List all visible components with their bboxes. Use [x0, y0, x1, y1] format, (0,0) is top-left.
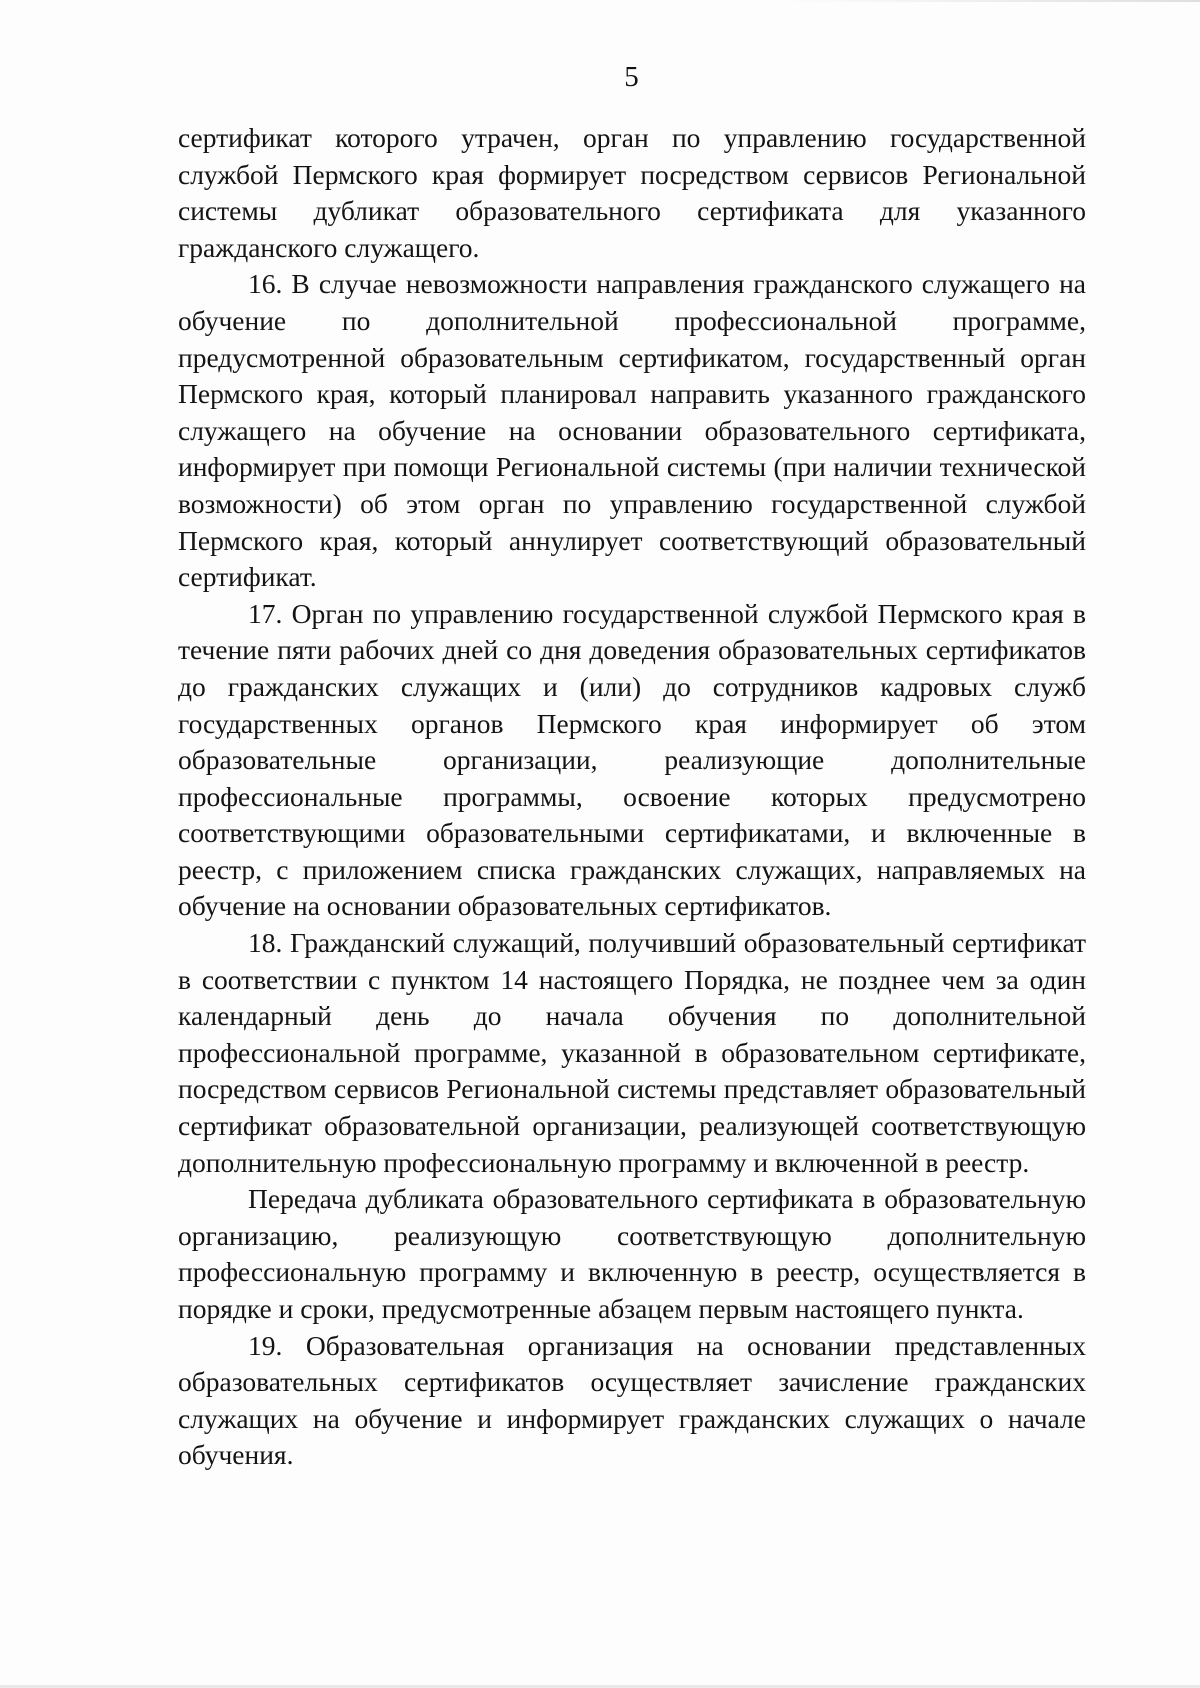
page-number: 5 [624, 61, 639, 93]
paragraph-item-19: 19. Образовательная организация на основании представленных образовательных сертификатов осуществляет зачисление гражданских служащих на обучение и информирует гражданских служащих о начале обучения. [178, 1329, 1086, 1471]
scan-edge-top [780, 0, 1200, 2]
document-body [178, 120, 1086, 1474]
paragraph-item-16: 16. В случае невозможности направления гражданского служащего на обучение по дополнительной профессиональной программе, предусмотренной образовательным сертификатом, государственный орган Пермского края, который планировал направить указанного гражданского служащего на обучение на основании образовательного сертификата, информирует при помощи Региональной системы (при наличии технической возможности) об этом орган по управлению государственной службой Пермского края, который аннулирует соответствующий образовательный сертификат. [178, 268, 1086, 593]
paragraph-continuation: сертификат которого утрачен, орган по управлению государственной службой Пермского края формирует посредством сервисов Региональной системы дубликат образовательного сертификата для указанного гражданского служащего. [178, 122, 1086, 263]
paragraph-item-18: 18. Гражданский служащий, получивший образовательный сертификат в соответствии с пунктом 14 настоящего Порядка, не позднее чем за один календарный день до начала обучения по дополнительной профессиональной программе, указанной в образовательном сертификате, посредством сервисов Региональной системы представляет образовательный сертификат образовательной организации, реализующей соответствующую дополнительную профессиональную программу и включенной в реестр. [178, 927, 1086, 1178]
paragraph-item-17: 17. Орган по управлению государственной службой Пермского края в течение пяти рабочих дней со дня доведения образовательных сертификатов до гражданских служащих и (или) до сотрудников кадровых служб государственных органов Пермского края информирует об этом образовательные организации, реализующие дополнительные профессиональные программы, освоение которых предусмотрено соответствующими образовательными сертификатами, и включенные в реестр, с приложением списка гражданских служащих, направляемых на обучение на основании образовательных сертификатов. [178, 597, 1086, 922]
paragraph-item-18-duplicate-transfer: Передача дубликата образовательного сертификата в образовательную организацию, реализующую соответствующую дополнительную профессиональную программу и включенную в реестр, осуществляется в порядке и сроки, предусмотренные абзацем первым настоящего пункта. [178, 1183, 1086, 1324]
